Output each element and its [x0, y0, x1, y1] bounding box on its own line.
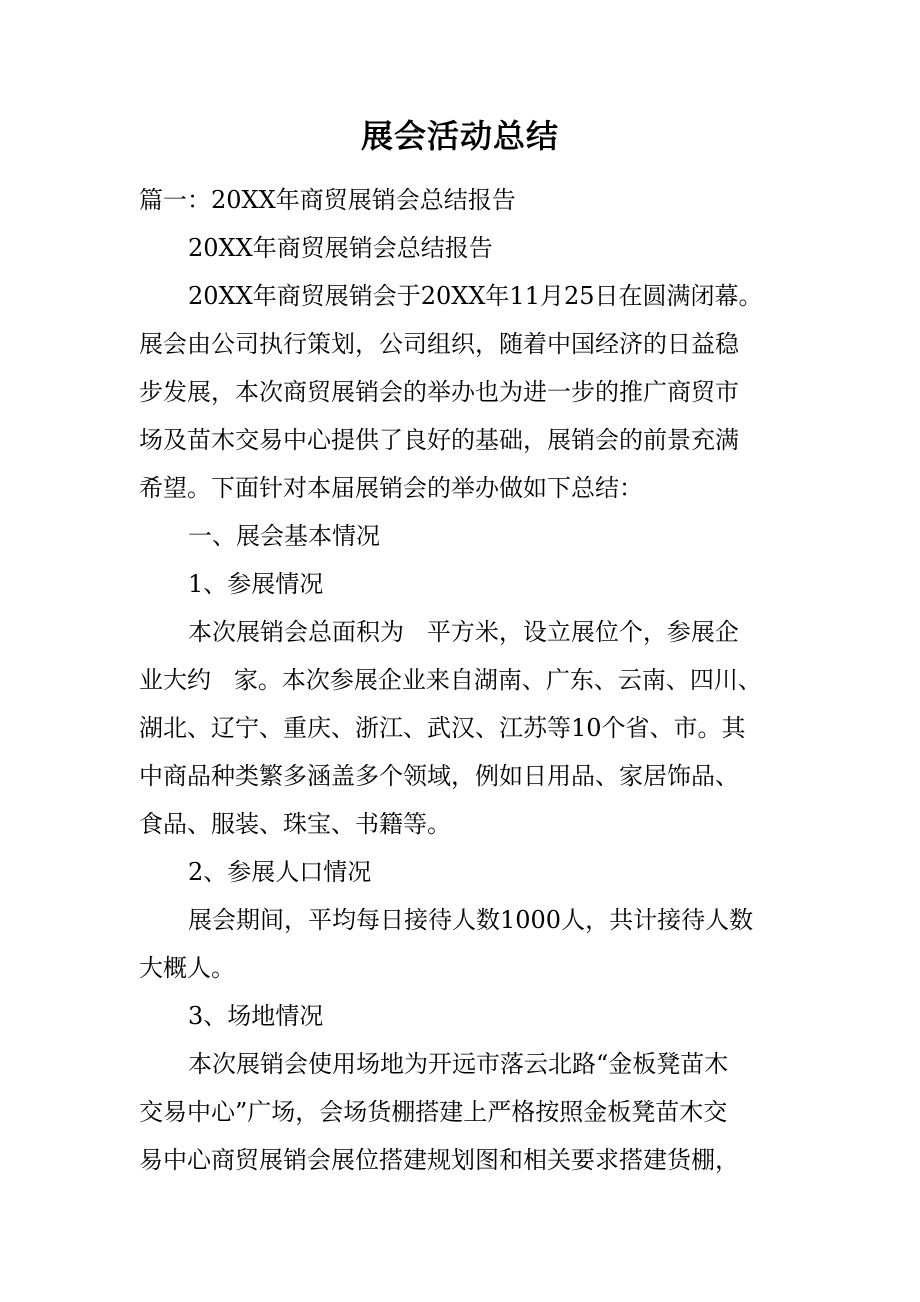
report-title-line: 20XX年商贸展销会总结报告 [188, 234, 493, 262]
document-body [139, 176, 779, 1184]
subheading: 2、参展人口情况 [188, 858, 372, 886]
text-line: 20XX年商贸展销会于20XX年11月25日在圆满闭幕。 [188, 282, 763, 310]
text-line: 展会期间，平均每日接待人数1000人，共计接待人数 [188, 906, 754, 934]
text-line: 大概人。 [139, 954, 235, 982]
page-title: 展会活动总结 [360, 117, 559, 155]
subheading: 一、展会基本情况 [188, 522, 380, 550]
text-line: 希望。下面针对本届展销会的举办做如下总结： [139, 474, 643, 502]
text-line: 本次展销会使用场地为开远市落云北路“金板凳苗木 [188, 1050, 729, 1078]
text-line: 场及苗木交易中心提供了良好的基础，展销会的前景充满 [139, 426, 739, 454]
text-line: 步发展，本次商贸展销会的举办也为进一步的推广商贸市 [139, 378, 739, 406]
text-line: 业大约 家。本次参展企业来自湖南、广东、云南、四川、 [139, 666, 762, 694]
text-line: 易中心商贸展销会展位搭建规划图和相关要求搭建货棚， [139, 1146, 739, 1174]
text-line: 本次展销会总面积为 平方米，设立展位个，参展企 [188, 618, 739, 646]
text-line: 展会由公司执行策划，公司组织，随着中国经济的日益稳 [139, 330, 739, 358]
text-line: 中商品种类繁多涵盖多个领域，例如日用品、家居饰品、 [139, 762, 739, 790]
subheading: 3、场地情况 [188, 1002, 324, 1030]
text-line: 食品、服装、珠宝、书籍等。 [139, 810, 451, 838]
subheading: 1、参展情况 [188, 570, 324, 598]
text-line: 湖北、辽宁、重庆、浙江、武汉、江苏等10个省、市。其 [139, 714, 746, 742]
text-line: 交易中心”广场，会场货棚搭建上严格按照金板凳苗木交 [139, 1098, 728, 1126]
section-heading: 篇一：20XX年商贸展销会总结报告 [139, 186, 516, 214]
